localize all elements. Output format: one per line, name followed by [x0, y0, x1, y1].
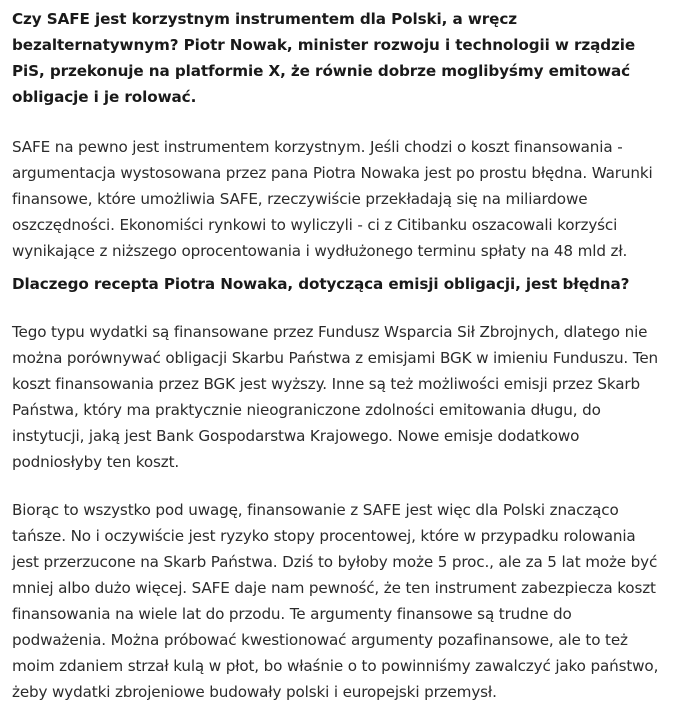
- answer-paragraph-3: Biorąc to wszystko pod uwagę, finansowanie z SAFE jest więc dla Polski znacząco tańsze. No i oczywiście jest ryzyko stopy procentowej, które w przypadku rolowania jest przerzucone na Skarb Państwa. Dziś to byłoby może 5 proc., ale za 5 lat może być mniej albo dużo więcej. SAFE daje nam pewność, że ten instrument zabezpiecza koszt finansowania na wiele lat do przodu. Te argumenty finansowe są trudne do podważenia. Można próbować kwestionować argumenty pozafinansowe, ale to też moim zdaniem strzał kulą w płot, bo właśnie o to powinniśmy zawalczyć jako państwo, żeby wydatki zbrojeniowe budowały polski i europejski przemysł.: [12, 501, 659, 701]
- article-lead-question: Czy SAFE jest korzystnym instrumentem dla Polski, a wręcz bezalternatywnym? Piotr Nowak, minister rozwoju i technologii w rządzie PiS, przekonuje na platformie X, że równie dobrze moglibyśmy emitować obligacje i je rolować.: [12, 10, 636, 106]
- answer-paragraph-2: Tego typu wydatki są finansowane przez Fundusz Wsparcia Sił Zbrojnych, dlatego nie można porównywać obligacji Skarbu Państwa z emisjami BGK w imieniu Funduszu. Ten koszt finansowania przez BGK jest wyższy. Inne są też możliwości emisji przez Skarb Państwa, który ma praktycznie nieograniczone zdolności emitowania długu, do instytucji, jaką jest Bank Gospodarstwa Krajowego. Nowe emisje dodatkowo podniosłyby ten koszt.: [12, 323, 658, 471]
- answer-paragraph-1: SAFE na pewno jest instrumentem korzystnym. Jeśli chodzi o koszt finansowania - argumentacja wystosowana przez pana Piotra Nowaka jest po prostu błędna. Warunki finansowe, które umożliwia SAFE, rzeczywiście przekładają się na miliardowe oszczędności. Ekonomiści rynkowi to wyliczyli - ci z Citibanku oszacowali korzyści wynikające z niższego oprocentowania i wydłużonego terminu spłaty na 48 mld zł.: [12, 138, 653, 260]
- article-body: [12, 0, 667, 705]
- article-subheading-question: Dlaczego recepta Piotra Nowaka, dotycząca emisji obligacji, jest błędna?: [12, 275, 630, 293]
